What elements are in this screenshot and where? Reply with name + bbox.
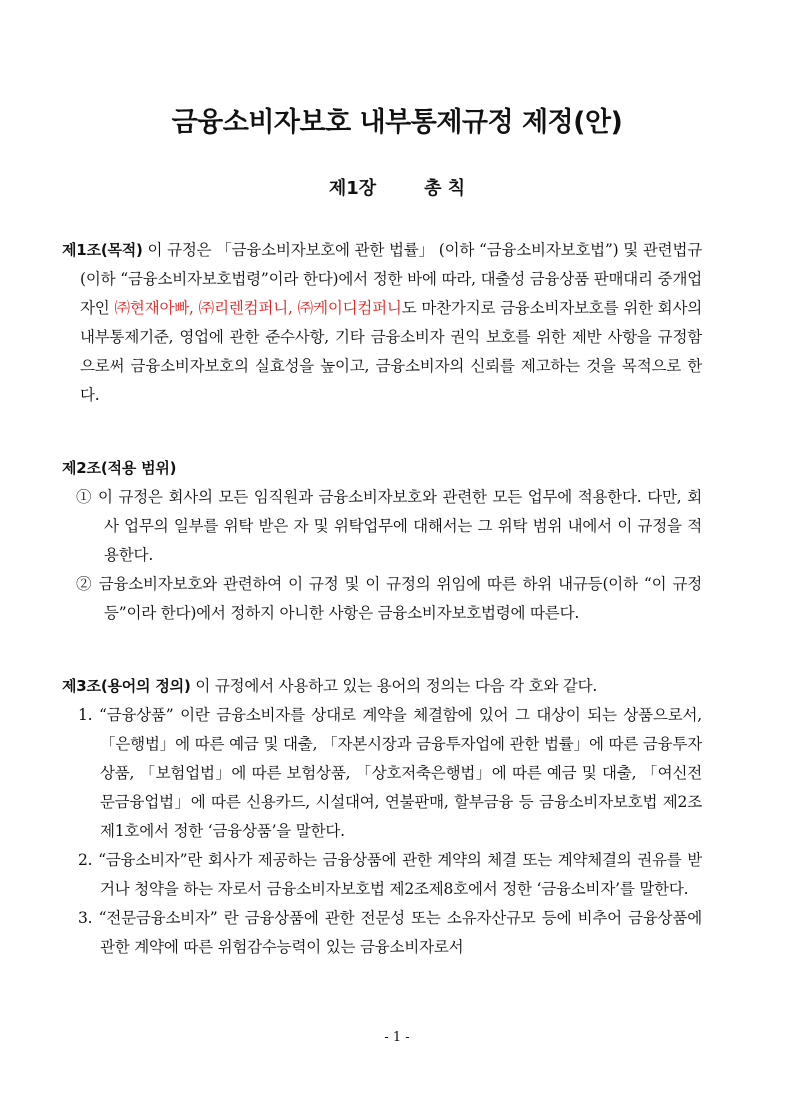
article-3 xyxy=(62,672,702,962)
article-3-item: 2. “금융소비자”란 회사가 제공하는 금융상품에 관한 계약의 체결 또는 계약체결의 권유를 받거나 청약을 하는 자로서 금융소비자보호법 제2조제8호에서 정한 ‘금융소비자’를 말한다. xyxy=(78,851,702,898)
article-3-heading: 제3조(용어의 정의) xyxy=(62,677,191,695)
article-3-item: 1. “금융상품” 이란 금융소비자를 상대로 계약을 체결함에 있어 그 대상이 되는 상품으로서, 「은행법」에 따른 예금 및 대출, 「자본시장과 금융투자업에 관한 법률」에 따른 금융투자상품, 「보험업법」에 따른 보험상품, 「상호저축은행법」에 따른 예금 및 대출, 「여신전문금융업법」에 따른 신용카드, 시설대여, 연불판매, 할부금융 등 금융소비자보호법 제2조제1호에서 정한 ‘금융상품’을 말한다. xyxy=(78,706,702,840)
article-2 xyxy=(62,454,702,628)
article-2-item: ② 금융소비자보호와 관련하여 이 규정 및 이 규정의 위임에 따른 하위 내규등(이하 “이 규정등”이라 한다)에서 정하지 아니한 사항은 금융소비자보호법령에 따른다. xyxy=(76,575,702,622)
article-2-heading: 제2조(적용 범위) xyxy=(62,459,177,477)
chapter-number: 제1장 xyxy=(328,178,377,199)
article-1 xyxy=(62,236,702,410)
document-title: 금융소비자보호 내부통제규정 제정(안) xyxy=(171,107,623,138)
article-1-text-a: 이 규정은 「금융소비자보호에 관한 법률」 (이하 “금융소비자보호법”) 및 관련법규(이하 “금융소비자보호법령”이라 한다)에서 정한 바에 따라, 대출성 금융상품 판매대리 중개업자인 xyxy=(80,241,702,317)
article-3-intro: 이 규정에서 사용하고 있는 용어의 정의는 다음 각 호와 같다. xyxy=(190,677,598,695)
page-number: - 1 - xyxy=(384,1030,410,1045)
article-1-heading: 제1조(목적) xyxy=(62,241,143,259)
article-2-item: ① 이 규정은 회사의 모든 임직원과 금융소비자보호와 관련한 모든 업무에 적용한다. 다만, 회사 업무의 일부를 위탁 받은 자 및 위탁업무에 대해서는 그 위탁 범위 내에서 이 규정을 적용한다. xyxy=(76,488,702,564)
chapter-heading xyxy=(0,174,794,200)
chapter-name: 총 칙 xyxy=(424,178,466,199)
article-1-highlight: ㈜현재아빠, ㈜리렌컴퍼니, ㈜케이디컴퍼니 xyxy=(114,299,402,317)
article-3-item: 3. “전문금융소비자” 란 금융상품에 관한 전문성 또는 소유자산규모 등에 비추어 금융상품에 관한 계약에 따른 위험감수능력이 있는 금융소비자로서 xyxy=(78,909,702,956)
article-1-text-b: 도 마찬가지로 금융소비자보호를 위한 회사의 내부통제기준, 영업에 관한 준수사항, 기타 금융소비자 권익 보호를 위한 제반 사항을 규정함으로써 금융소비자보호의 실효성을 높이고, 금융소비자의 신뢰를 제고하는 것을 목적으로 한다. xyxy=(80,299,702,404)
